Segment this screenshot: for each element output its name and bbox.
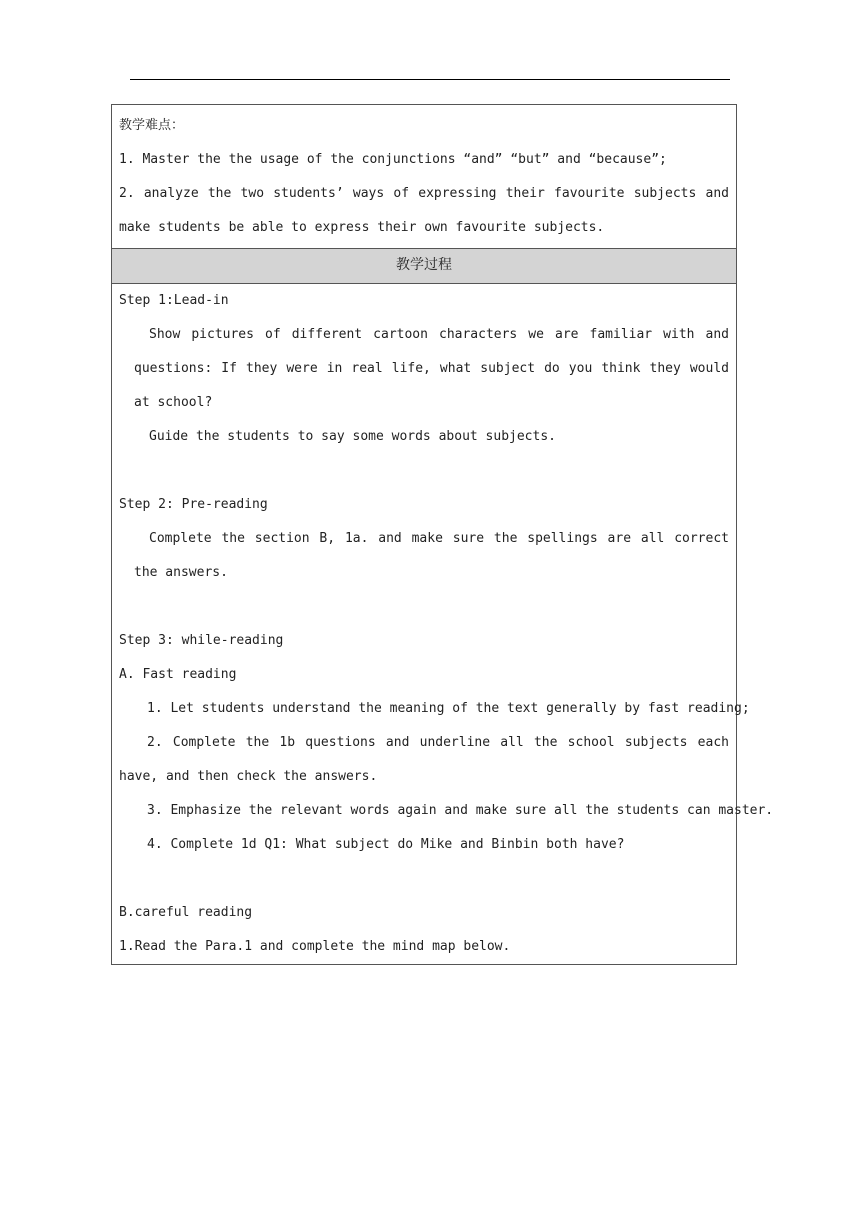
step1-paragraph1-line1: Show pictures of different cartoon characters we are familiar with and [149,327,729,342]
step1-paragraph2: Guide the students to say some words about subjects. [149,429,556,444]
difficulty-item-2-line-2: make students be able to express their own favourite subjects. [119,220,605,235]
step3-b-item1: 1.Read the Para.1 and complete the mind map below. [119,939,511,954]
difficulties-heading: 教学难点： [119,118,185,133]
step2-paragraph-line1: Complete the section B, 1a. and make sure the spellings are all correct [149,531,729,546]
spacer [119,862,729,896]
step1-paragraph1-line2: questions: If they were in real life, what subject do you think they would [134,361,729,376]
difficulty-item-2-line-1: 2. analyze the two students’ ways of expressing their favourite subjects and [119,186,729,201]
teaching-process-heading: 教学过程 [112,248,736,284]
step3-a-item2-line2: have, and then check the answers. [119,769,378,784]
teaching-process-cell [112,284,774,964]
step3-part-b-heading: B.careful reading [119,905,253,920]
step1-title: Step 1:Lead-in [119,293,229,308]
header-rule [130,79,730,80]
lesson-plan-table [111,104,774,965]
spacer [119,454,729,488]
step3-a-item2-line1: 2. Complete the 1b questions and underline all the school subjects each [147,735,729,750]
step2-paragraph-line2: the answers. [134,565,228,580]
step3-a-item3: 3. Emphasize the relevant words again and make sure all the students can master. [147,803,774,818]
step3-a-item4: 4. Complete 1d Q1: What subject do Mike and Binbin both have? [147,837,625,852]
spacer [119,590,729,624]
difficulty-item-1: 1. Master the the usage of the conjunctions “and” “but” and “because”; [119,152,667,167]
step1-paragraph1-line3: at school? [134,395,213,410]
step2-title: Step 2: Pre-reading [119,497,268,512]
step3-title: Step 3: while-reading [119,633,284,648]
step3-part-a-heading: A. Fast reading [119,667,237,682]
teaching-difficulties-cell [112,105,736,248]
step3-a-item1: 1. Let students understand the meaning of the text generally by fast reading; [147,701,750,716]
